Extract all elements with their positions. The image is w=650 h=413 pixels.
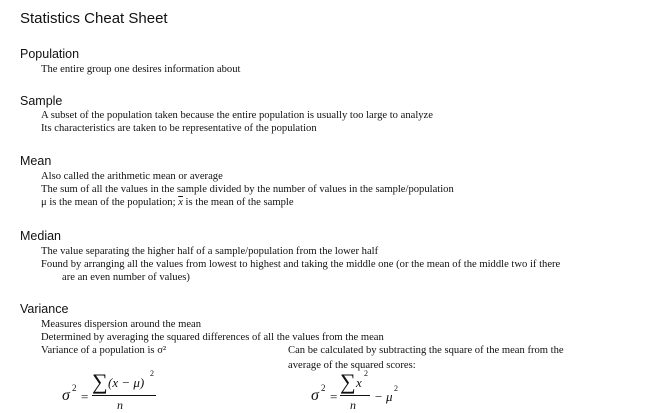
formula2-lhs: σ <box>311 387 319 404</box>
formula1-numerator: (x − μ) <box>108 375 145 390</box>
variance-line-1: Measures dispersion around the mean <box>41 319 202 330</box>
median-line-3: are an even number of values) <box>62 272 190 283</box>
median-line-2: Found by arranging all the values from lowest to highest and taking the middle one (or the mean of the middle two if there <box>41 259 561 270</box>
population-line-1: The entire group one desires information about <box>41 64 241 75</box>
formula2-denominator: n <box>350 398 356 412</box>
heading-median: Median <box>20 229 61 243</box>
median-line-1: The value separating the higher half of a sample/population from the lower half <box>41 246 379 257</box>
mean-line-1: Also called the arithmetic mean or average <box>41 171 223 182</box>
formula2-minus-mu: − μ <box>374 389 393 404</box>
heading-variance: Variance <box>20 302 69 316</box>
formula1-equals: = <box>81 389 89 404</box>
formula1-fraction-bar <box>92 395 156 396</box>
mu-definition: μ is the mean of the population; <box>41 197 176 208</box>
formula1-denominator: n <box>117 398 123 412</box>
formula2-numerator-exp: 2 <box>364 369 368 378</box>
sample-line-1: A subset of the population taken because the entire population is usually too large to analyze <box>41 110 433 121</box>
mean-line-2: The sum of all the values in the sample divided by the number of values in the sample/population <box>41 184 454 195</box>
formula2-lhs-exp: 2 <box>321 383 326 393</box>
xbar-definition: is the mean of the sample <box>182 197 294 208</box>
heading-population: Population <box>20 47 80 61</box>
variance-right-line-1: Can be calculated by subtracting the square of the mean from the <box>288 345 564 356</box>
formula2-fraction-bar <box>340 395 370 396</box>
formula1-lhs: σ <box>62 387 70 404</box>
formula2-equals: = <box>330 389 338 404</box>
formula2-sum-symbol: ∑ <box>340 369 356 394</box>
formula1-lhs-exp: 2 <box>72 383 77 393</box>
sample-line-2: Its characteristics are taken to be representative of the population <box>41 123 317 134</box>
variance-line-3: Variance of a population is σ² <box>41 345 167 356</box>
variance-line-2: Determined by averaging the squared differences of all the values from the mean <box>41 332 384 343</box>
formula2-mu-exp: 2 <box>394 384 398 393</box>
heading-mean: Mean <box>20 154 52 168</box>
formula1-numerator-exp: 2 <box>150 369 154 378</box>
formula2-numerator: x <box>356 375 362 390</box>
heading-sample: Sample <box>20 94 63 108</box>
mean-symbol-line <box>41 197 294 208</box>
page-title: Statistics Cheat Sheet <box>20 10 168 27</box>
formula1-sum-symbol: ∑ <box>92 369 108 394</box>
xbar-symbol: $\overline{x}$ <box>178 197 183 208</box>
variance-right-line-2: average of the squared scores: <box>288 360 416 371</box>
